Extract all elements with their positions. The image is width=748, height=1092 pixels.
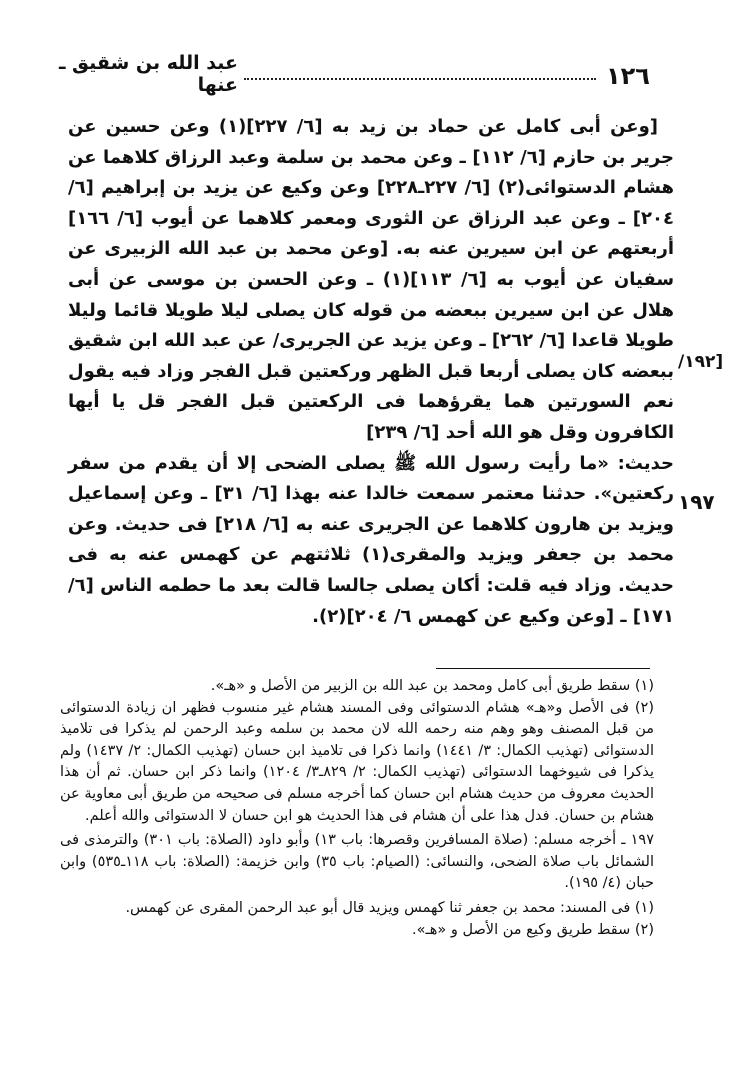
footnote: (٢) فى الأصل و«هـ» هشام الدستوائى وفى المسند هشام غير منسوب فظهر ان زيادة الدستوائى من قبل المصنف وهو وهم منه رحمه الله لان محمد بن سلمه وعبد الرحمن لم يذكرا فى تلاميذ الدستوائى (تهذيب الكمال: ٣/ ١٤٤١) وانما ذكرا فى تلاميذ ابن حسان (تهذيب الكمال: ٢/ ١٤٣٧) ولم يذكرا فى شيوخهما الدستوائى (تهذيب الكمال: ٢/ ٨٢٩ـ٣/ ١٢٠٤) وانما ذكر ابن حسان. ثم أن هذا الحديث معروف من حديث هشام ابن حسان كما أخرجه مسلم فى صحيحه من طريق أبى معاوية عن هشام بن حسان. فدل هذا على أن هشام فى هذا الحديث هو ابن حسان لا الدستوائى والله أعلم. — [60, 699, 655, 824]
margin-volume-marker: /١٩٢] — [678, 352, 724, 372]
header-dotted-rule — [244, 78, 596, 80]
main-paragraph: [وعن أبى كامل عن حماد بن زيد به [٦/ ٢٢٧](١) وعن حسين عن جرير بن حازم [٦/ ١١٢] ـ وعن محمد بن سلمة وعبد الرزاق كلاهما عن هشام الدستوائى(٢) [٦/ ٢٢٧ـ٢٢٨] وعن وكيع عن يزيد بن إبراهيم [٦/ ٢٠٤] ـ وعن عبد الرزاق عن الثورى ومعمر كلاهما عن أيوب [٦/ ١٦٦] أربعتهم عن ابن سيرين عنه به. [وعن محمد بن عبد الله الزبيرى عن سفيان عن أيوب به [٦/ ١١٣](١) ـ وعن الحسن بن موسى عن أبى هلال عن ابن سيرين ببعضه من قوله كان يصلى ليلا طويلا قائما وليلا طويلا قاعدا [٦/ ٢٦٢] ـ وعن يزيد عن الجريرى/ عن عبد الله ابن شقيق ببعضه كان يصلى أربعا قبل الظهر وركعتين قبل الفجر وزاد فيه يقول نعم السورتين هما يقرؤهما فى الركعتين قبل الفجر قل يا أيها الكافرون وقل هو الله أحد [٦/ ٢٣٩] — [68, 116, 675, 443]
main-text — [68, 112, 674, 632]
footnote-separator — [436, 668, 650, 669]
running-title: عبد الله بن شقيق ـ عنها — [58, 52, 238, 96]
footnote: (١) سقط طريق أبى كامل ومحمد بن عبد الله بن الزبير من الأصل و «هـ». — [210, 678, 654, 694]
footnote: ١٩٧ ـ أخرجه مسلم: (صلاة المسافرين وقصرها: باب ١٣) وأبو داود (الصلاة: باب ٣٠١) والترمذى فى الشمائل باب صلاة الضحى، والنسائى: (الصيام: باب ٣٥) وابن خزيمة: (الصلاة: باب ١١٨ـ٥٣٥) وابن حبان (٤/ ١٩٥). — [60, 832, 655, 892]
page-number: ١٢٦ — [606, 62, 650, 90]
margin-hadith-number: ١٩٧ — [678, 490, 715, 514]
main-paragraph: حديث: «ما رأيت رسول الله ﷺ يصلى الضحى إلا أن يقدم من سفر ركعتين». حدثنا معتمر سمعت خالدا عنه بهذا [٦/ ٣١] ـ وعن إسماعيل ويزيد بن هارون كلاهما عن الجريرى عنه به [٦/ ٢١٨] فى حديث. وعن محمد بن جعفر ويزيد والمقرى(١) ثلاثتهم عن كهمس عنه به فى حديث. وزاد فيه قلت: أكان يصلى جالسا قالت بعد ما حطمه الناس [٦/ ١٧١] ـ [وعن وكيع عن كهمس ٦/ ٢٠٤](٢). — [68, 452, 675, 627]
footnotes — [60, 676, 654, 941]
footnote: (١) فى المسند: محمد بن جعفر ثنا كهمس ويزيد قال أبو عبد الرحمن المقرى عن كهمس. — [125, 899, 654, 916]
footnote: (٢) سقط طريق وكيع من الأصل و «هـ». — [412, 921, 654, 938]
